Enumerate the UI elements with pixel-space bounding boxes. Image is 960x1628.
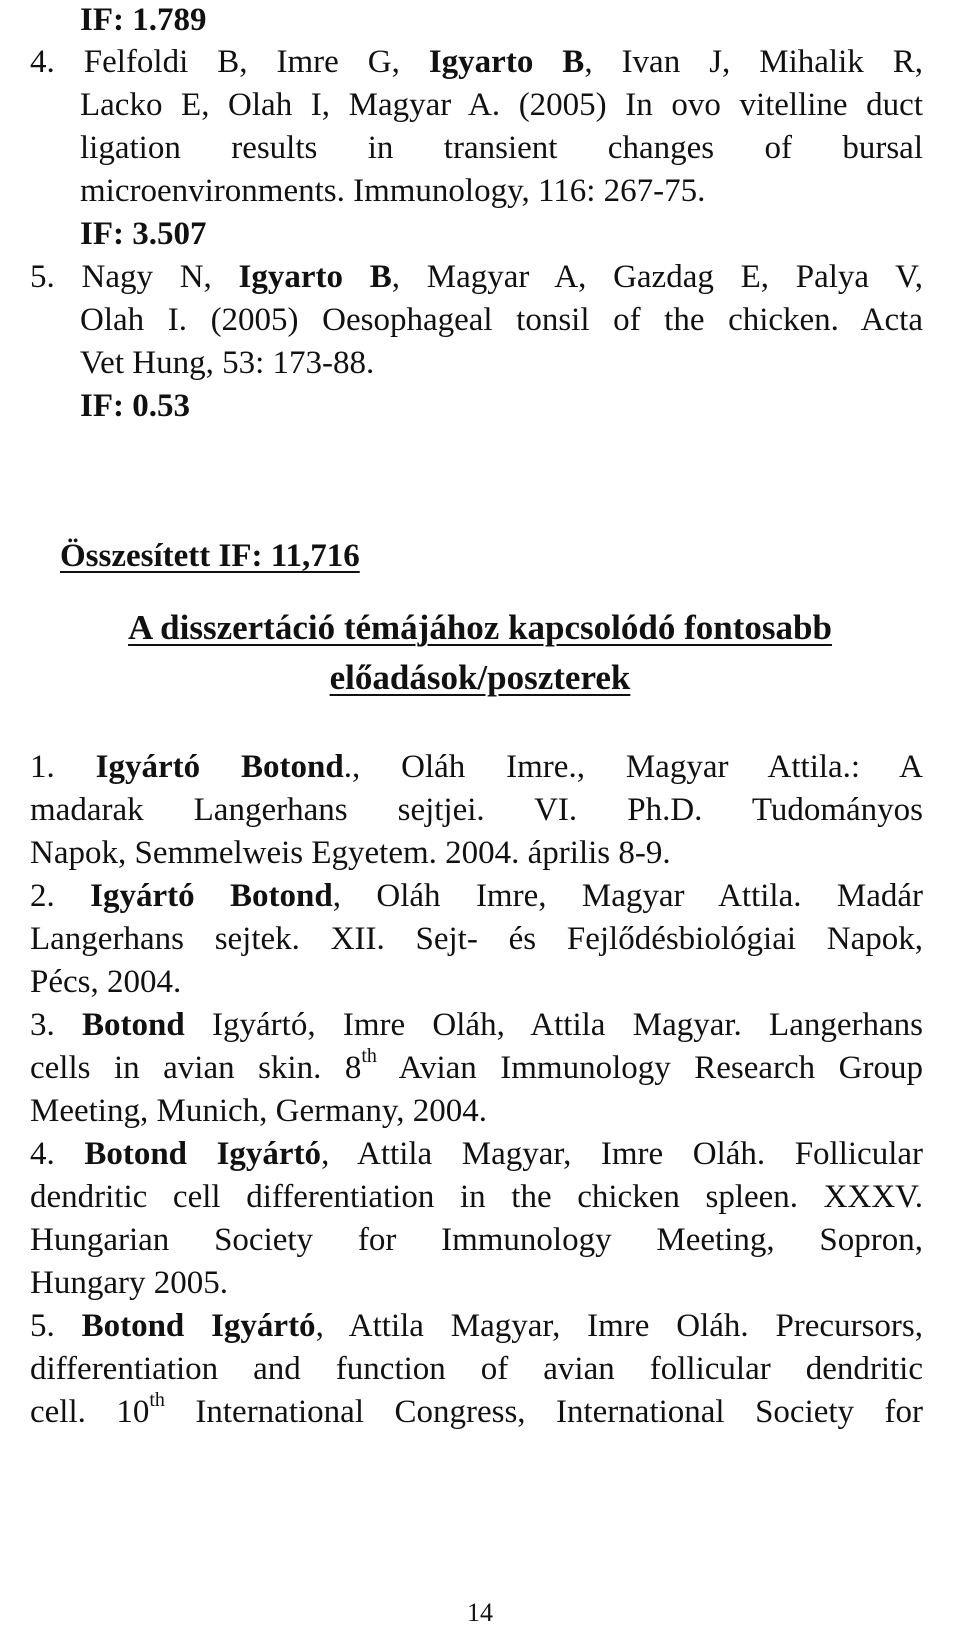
talk-1-line-3: Napok, Semmelweis Egyetem. 2004. április 8-9.: [30, 835, 671, 871]
section-heading-line-1: A disszertáció témájához kapcsolódó fontosabb: [128, 608, 832, 647]
talk-3-line-2: cells in avian skin. 8th Avian Immunology Research Group: [30, 1045, 923, 1086]
section-heading-line-2: előadások/poszterek: [329, 658, 631, 697]
talk-3-line-3: Meeting, Munich, Germany, 2004.: [30, 1093, 488, 1129]
talk-2-line-1: 2. Igyártó Botond, Oláh Imre, Magyar Attila. Madár: [30, 878, 924, 914]
if-value-5: IF: 0.53: [80, 388, 190, 424]
talk-2-line-3: Pécs, 2004.: [30, 964, 182, 1000]
pub-4-line-1: 4. Felfoldi B, Imre G, Igyarto B, Ivan J, Mihalik R,: [30, 44, 924, 80]
pub-5-line-1: 5. Nagy N, Igyarto B, Magyar A, Gazdag E, Palya V,: [30, 259, 924, 295]
pub-5-line-3: Vet Hung, 53: 173-88.: [80, 345, 375, 381]
if-value-3: IF: 1.789: [80, 2, 207, 38]
pub-4-line-3: ligation results in transient changes of bursal: [80, 130, 923, 166]
talk-1-line-2: madarak Langerhans sejtjei. VI. Ph.D. Tudományos: [30, 792, 923, 828]
pub-4-line-4: microenvironments. Immunology, 116: 267-75.: [80, 173, 706, 209]
talk-4-line-3: Hungarian Society for Immunology Meeting, Sopron,: [30, 1222, 923, 1258]
talk-4-line-1: 4. Botond Igyártó, Attila Magyar, Imre Oláh. Follicular: [30, 1136, 924, 1172]
pub-4-line-2: Lacko E, Olah I, Magyar A. (2005) In ovo vitelline duct: [80, 87, 923, 123]
talk-4-line-2: dendritic cell differentiation in the chicken spleen. XXXV.: [30, 1179, 923, 1215]
page-number: 14: [467, 1598, 493, 1627]
pub-5-line-2: Olah I. (2005) Oesophageal tonsil of the chicken. Acta: [80, 302, 923, 338]
talk-5-line-2: differentiation and function of avian follicular dendritic: [30, 1351, 923, 1387]
talk-1-line-1: 1. Igyártó Botond., Oláh Imre., Magyar Attila.: A: [30, 749, 923, 785]
talk-2-line-2: Langerhans sejtek. XII. Sejt- és Fejlődésbiológiai Napok,: [30, 921, 923, 957]
talk-4-line-4: Hungary 2005.: [30, 1265, 228, 1301]
talk-5-line-1: 5. Botond Igyártó, Attila Magyar, Imre Oláh. Precursors,: [30, 1308, 923, 1344]
total-if-heading: Összesített IF: 11,716: [60, 538, 360, 574]
talk-3-line-1: 3. Botond Igyártó, Imre Oláh, Attila Magyar. Langerhans: [30, 1007, 923, 1043]
if-value-4: IF: 3.507: [80, 216, 207, 252]
talk-5-line-3: cell. 10th International Congress, International Society for: [30, 1389, 923, 1430]
